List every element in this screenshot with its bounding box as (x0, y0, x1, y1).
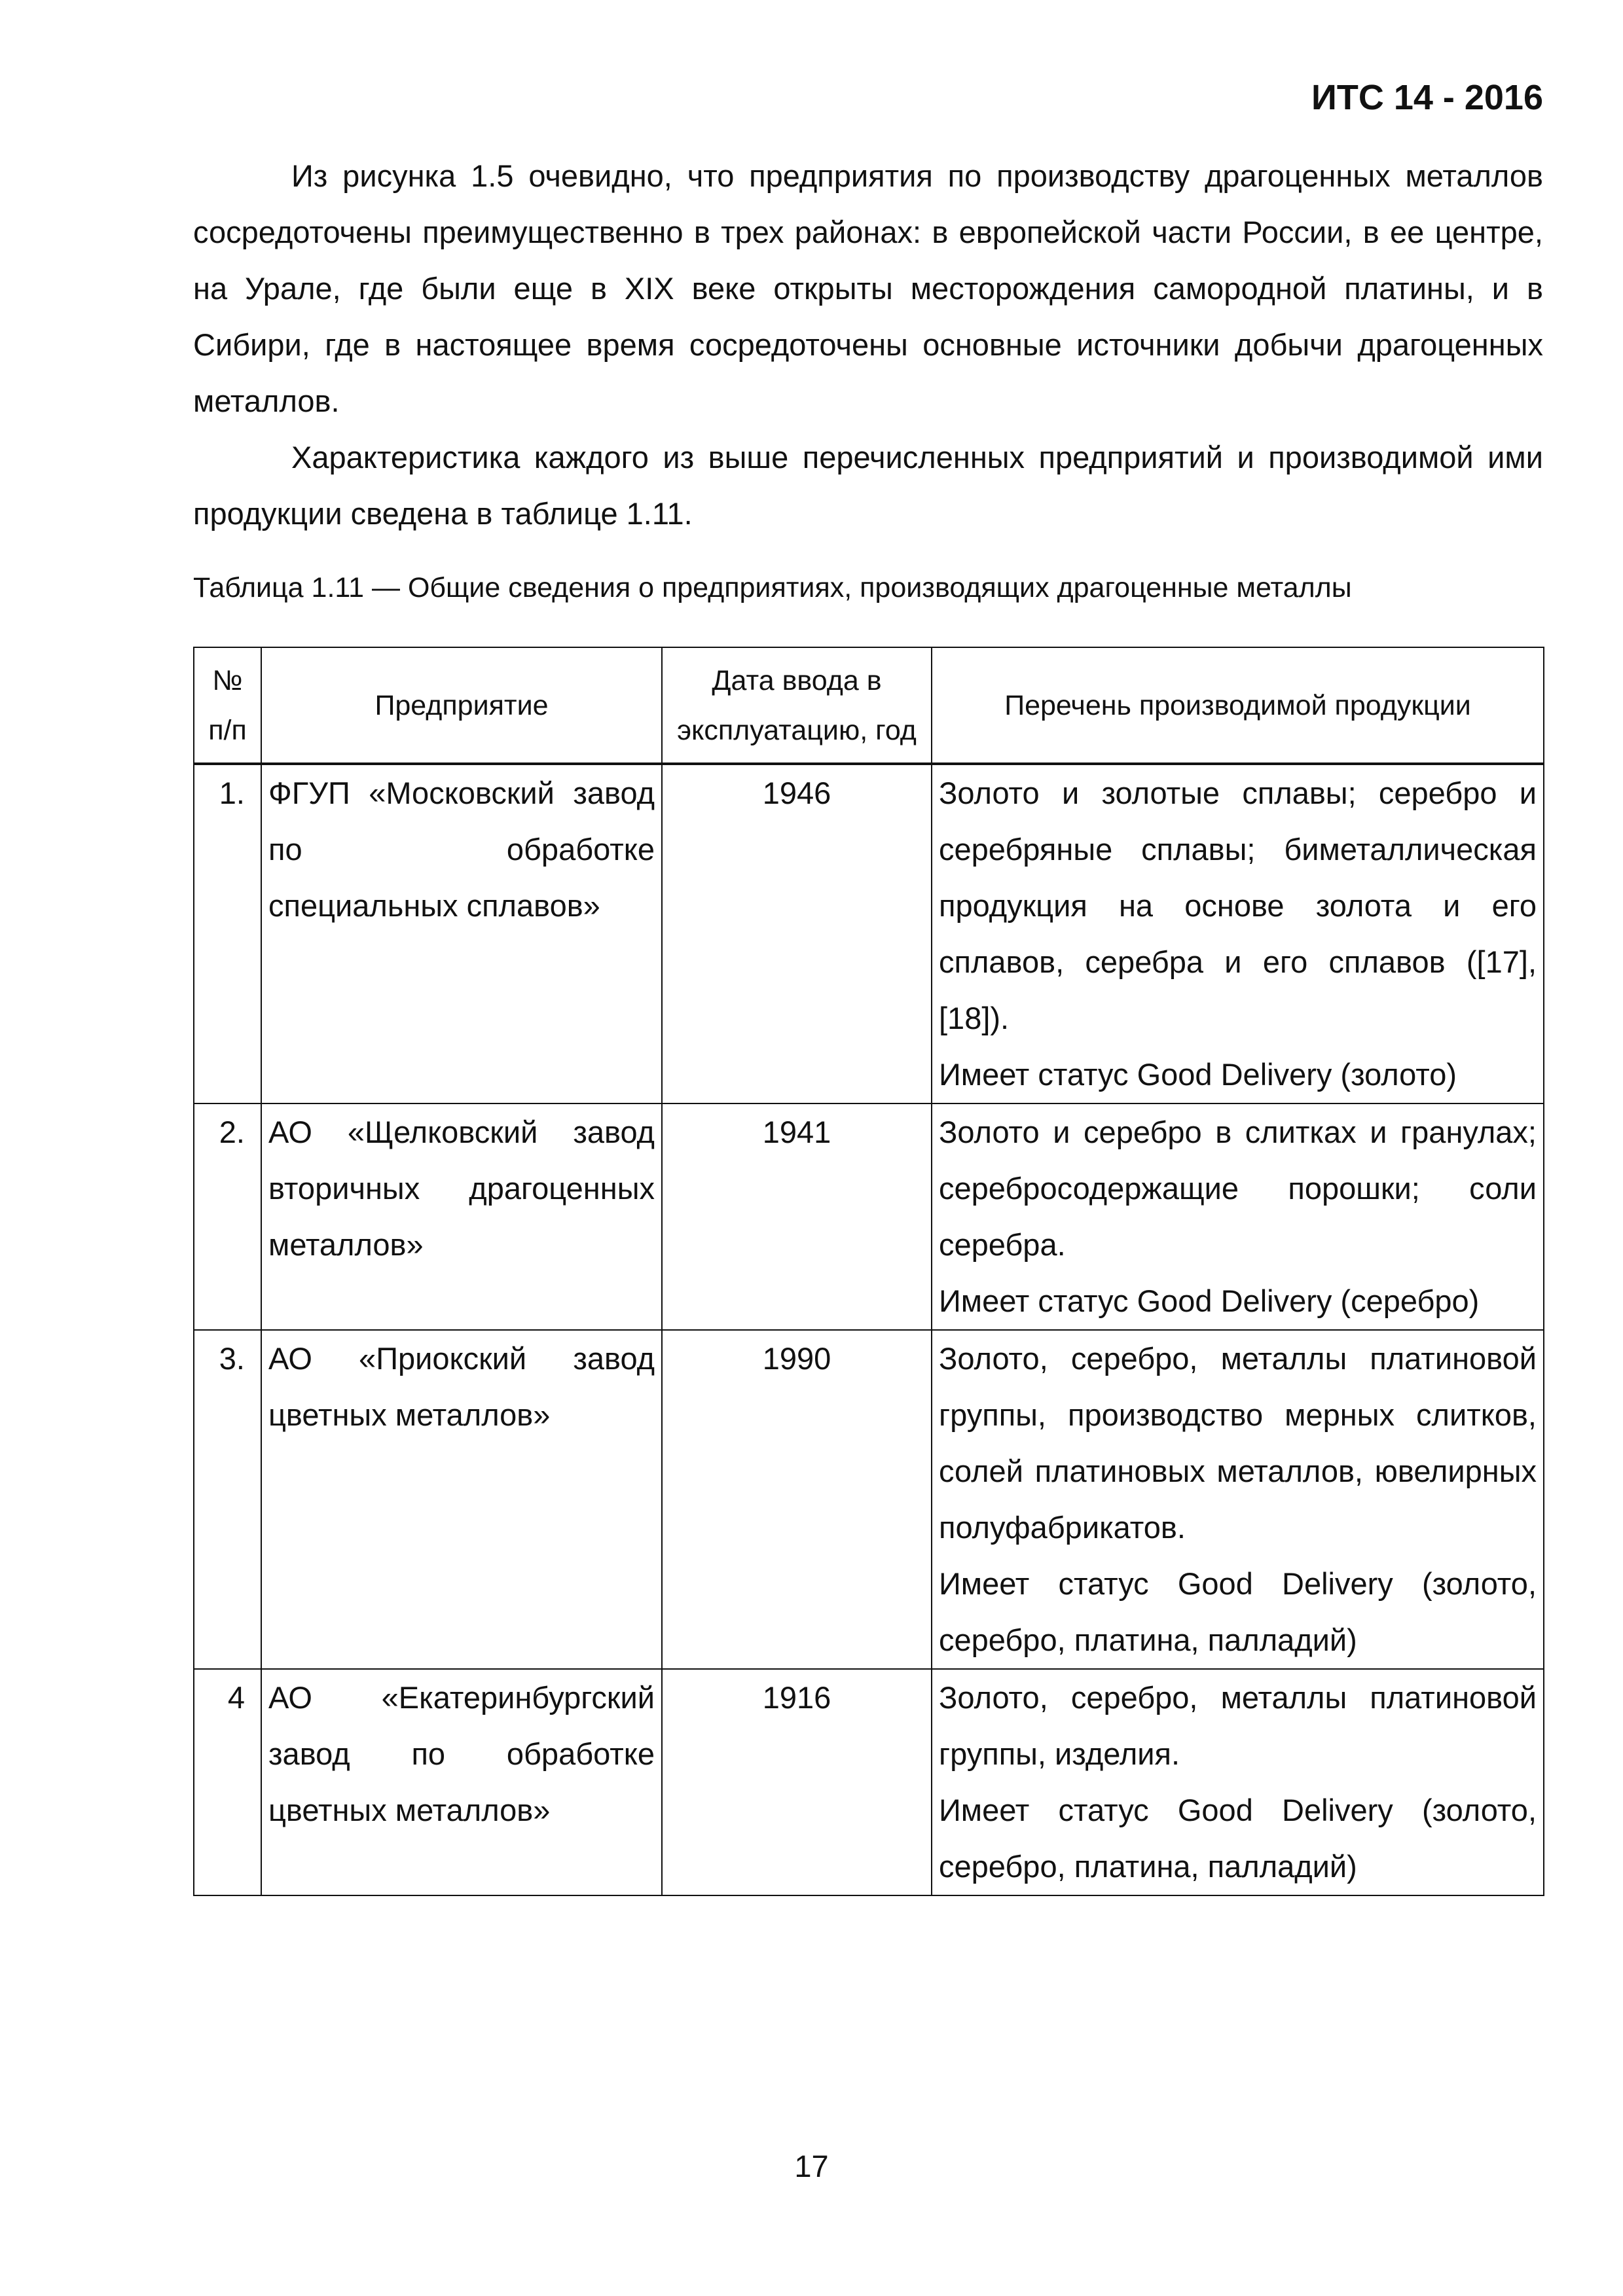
row-status: Имеет статус Good Delivery (золото, серебро, платина, палладий) (939, 1793, 1537, 1884)
row-products-text: Золото, серебро, металлы платиновой группы, изделия. (939, 1680, 1537, 1771)
row-enterprise: АО «Екатеринбургский завод по обработке цветных металлов» (261, 1669, 662, 1895)
header-date: Дата ввода в эксплуатацию, год (662, 647, 932, 764)
table-caption: Таблица 1.11 — Общие сведения о предприятиях, производящих драгоценные металлы (193, 572, 1352, 603)
row-products-text: Золото и золотые сплавы; серебро и серебряные сплавы; биметаллическая продукция на основе золота и его сплавов, серебра и его сплавов ([17], [18]). (939, 776, 1537, 1035)
table-row (194, 1103, 1544, 1330)
row-num: 1. (194, 764, 261, 1103)
paragraph-summary: Характеристика каждого из выше перечисленных предприятий и производимой ими продукции сведена в таблице 1.11. (193, 440, 1543, 531)
row-status: Имеет статус Good Delivery (серебро) (939, 1283, 1480, 1318)
row-date: 1941 (662, 1103, 932, 1330)
header-products: Перечень производимой продукции (932, 647, 1544, 764)
row-enterprise: ФГУП «Московский завод по обработке специальных сплавов» (261, 764, 662, 1103)
row-products (932, 1330, 1544, 1669)
header-num: № п/п (194, 647, 261, 764)
header-enterprise: Предприятие (261, 647, 662, 764)
row-enterprise: АО «Щелковский завод вторичных драгоценных металлов» (261, 1103, 662, 1330)
page-number: 17 (794, 2149, 829, 2183)
table-row (194, 764, 1544, 1103)
row-num: 2. (194, 1103, 261, 1330)
row-date: 1990 (662, 1330, 932, 1669)
row-status: Имеет статус Good Delivery (золото, серебро, платина, палладий) (939, 1566, 1537, 1657)
document-code: ИТС 14 - 2016 (1311, 78, 1543, 117)
enterprises-table (193, 647, 1544, 1896)
row-products-text: Золото, серебро, металлы платиновой группы, производство мерных слитков, солей платиновых металлов, ювелирных полуфабрикатов. (939, 1341, 1537, 1545)
row-products (932, 1103, 1544, 1330)
row-products (932, 1669, 1544, 1895)
row-products-text: Золото и серебро в слитках и гранулах; серебросодержащие порошки; соли серебра. (939, 1115, 1537, 1262)
table-header-row (194, 647, 1544, 764)
row-num: 3. (194, 1330, 261, 1669)
row-date: 1946 (662, 764, 932, 1103)
paragraph-intro: Из рисунка 1.5 очевидно, что предприятия по производству драгоценных металлов сосредоточены преимущественно в трех районах: в европейской части России, в ее центре, на Урале, где были еще в XIX веке открыты месторождения самородной платины, и в Сибири, где в настоящее время сосредоточены основные источники добычи драгоценных металлов. (193, 158, 1543, 418)
row-products (932, 764, 1544, 1103)
table-row (194, 1330, 1544, 1669)
row-enterprise: АО «Приокский завод цветных металлов» (261, 1330, 662, 1669)
row-status: Имеет статус Good Delivery (золото) (939, 1057, 1457, 1092)
table-row (194, 1669, 1544, 1895)
row-date: 1916 (662, 1669, 932, 1895)
row-num: 4 (194, 1669, 261, 1895)
